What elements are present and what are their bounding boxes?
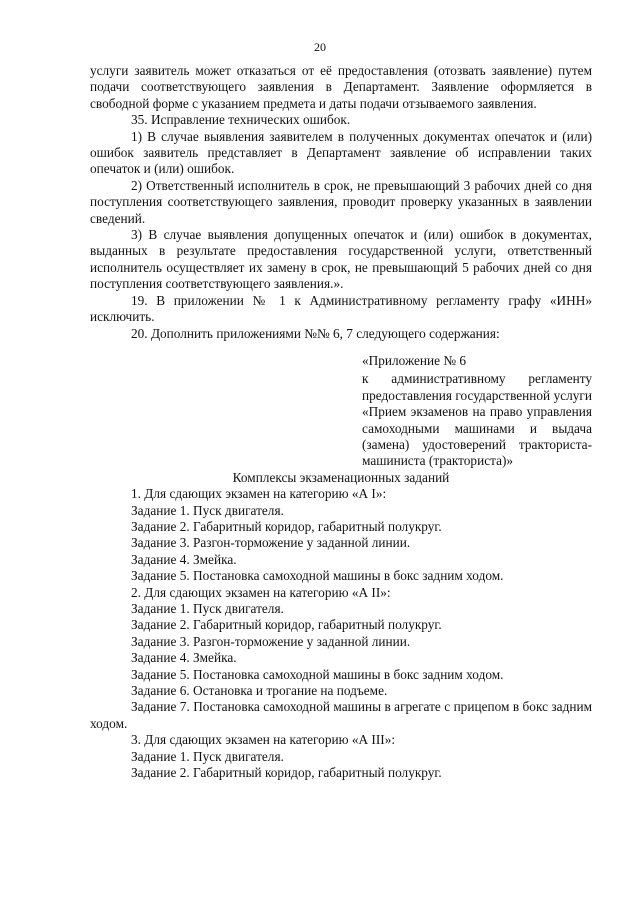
list-item: Задание 4. Змейка. <box>131 551 237 567</box>
paragraph-item-20: 20. Дополнить приложениями №№ 6, 7 следующего содержания: <box>131 325 500 341</box>
paragraph-subitem-3: 3) В случае выявления допущенных опечаток и (или) ошибок в документах, выданных в результате предоставления государственной услуги, ответственный исполнитель осуществляет их замену в срок, не превышающий 5 рабочих дней со дня поступления соответствующего заявления.». <box>90 227 592 292</box>
section-heading: Комплексы экзаменационных заданий <box>232 469 450 485</box>
paragraph-subitem-2: 2) Ответственный исполнитель в срок, не превышающий 3 рабочих дней со дня поступления соответствующего заявления, проводит проверку указанных в заявлении сведений. <box>90 177 592 226</box>
paragraph-subitem-1: 1) В случае выявления заявителем в полученных документах опечаток и (или) ошибок заявитель представляет в Департамент заявление об исправлении таких опечаток и (или) ошибок. <box>90 128 592 177</box>
category-heading-a1: 1. Для сдающих экзамен на категорию «А I»: <box>131 486 387 502</box>
list-item: Задание 7. Постановка самоходной машины в агрегате с прицепом в бокс задним ходом. <box>90 699 592 731</box>
paragraph-item-19: 19. В приложении № 1 к Административному регламенту графу «ИНН» исключить. <box>90 292 592 325</box>
paragraph-item-35: 35. Исправление технических ошибок. <box>131 112 351 128</box>
paragraph-withdrawal: услуги заявитель может отказаться от её предоставления (отозвать заявление) путем подачи соответствующего заявления в Департамент. Заявление оформляется в свободной форме с указанием предмета и даты подачи отзываемого заявления. <box>90 63 592 111</box>
appendix-title: «Приложение № 6 <box>362 352 466 368</box>
task-list <box>90 486 592 781</box>
category-heading-a3: 3. Для сдающих экзамен на категорию «А III»: <box>131 732 396 748</box>
list-item: Задание 1. Пуск двигателя. <box>131 748 284 764</box>
list-item: Задание 2. Габаритный коридор, габаритный полукруг. <box>131 765 442 781</box>
list-item: Задание 5. Постановка самоходной машины в бокс задним ходом. <box>131 568 504 584</box>
list-item: Задание 3. Разгон-торможение у заданной линии. <box>131 633 411 649</box>
list-item: Задание 3. Разгон-торможение у заданной линии. <box>131 535 411 551</box>
list-item: Задание 1. Пуск двигателя. <box>131 502 284 518</box>
appendix-header <box>362 353 592 470</box>
category-heading-a2: 2. Для сдающих экзамен на категорию «А II»: <box>131 584 391 600</box>
list-item: Задание 2. Габаритный коридор, габаритный полукруг. <box>131 617 442 633</box>
document-body <box>90 63 592 781</box>
list-item: Задание 2. Габаритный коридор, габаритный полукруг. <box>131 518 442 534</box>
list-item: Задание 1. Пуск двигателя. <box>131 601 284 616</box>
list-item: Задание 6. Остановка и трогание на подъеме. <box>131 683 388 699</box>
page-number: 20 <box>314 40 326 54</box>
list-item: Задание 5. Постановка самоходной машины в бокс задним ходом. <box>131 666 504 682</box>
list-item: Задание 4. Змейка. <box>131 650 237 666</box>
appendix-text: к административному регламенту предоставления государственной услуги «Прием экзаменов на право управления самоходными машинами и выдача (замена) удостоверений тракториста-машиниста (тракториста)» <box>362 371 592 469</box>
